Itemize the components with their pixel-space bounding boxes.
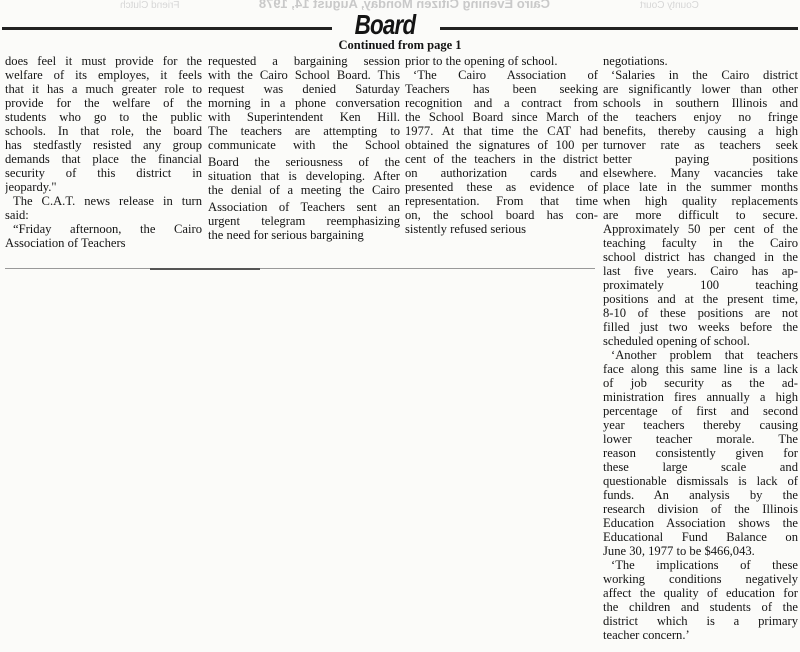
- article-line: when high quality replacements: [603, 194, 798, 208]
- article-line: are more difficult to secure.: [603, 208, 798, 222]
- article-line: the teachers enjoy no fringe: [603, 110, 798, 124]
- article-line: ‘The implications of these: [611, 558, 798, 572]
- article-line: The teachers are attempting to: [208, 124, 400, 138]
- article-column-1: [5, 54, 202, 250]
- article-line: schools in southern Illinois and: [603, 96, 798, 110]
- article-column-2: [208, 54, 400, 242]
- article-line: teacher concern.’: [603, 628, 690, 642]
- article-line: face along this same line is a lack: [603, 362, 798, 376]
- article-line: Teachers has been seeking: [405, 82, 598, 96]
- article-line: Board the seriousness of the: [208, 155, 400, 169]
- headline: Board: [354, 9, 416, 40]
- article-line: with Superintendent Ken Hill.: [208, 110, 400, 124]
- article-line: schools. In that role, the board: [5, 124, 202, 138]
- headline-rule-left: [2, 27, 332, 30]
- article-line: with the Cairo School Board. This: [208, 68, 400, 82]
- article-line: The C.A.T. news release in turn: [13, 194, 202, 208]
- article-line: the denial of a meeting the Cairo: [208, 183, 400, 197]
- article-line: research division of the Illinois: [603, 502, 798, 516]
- article-line: request was denied Saturday: [208, 82, 400, 96]
- article-line: elsewhere. Many vacancies take: [603, 166, 798, 180]
- article-line: the need for serious bargaining: [208, 228, 364, 242]
- article-line: the School Board since March of: [405, 110, 598, 124]
- article-line: turnover rate as teachers seek: [603, 138, 798, 152]
- article-line: demands that place the financial: [5, 152, 202, 166]
- headline-rule-right: [440, 27, 798, 30]
- article-line: ministration fires annually a high: [603, 390, 798, 404]
- article-line: jeopardy.": [5, 180, 57, 194]
- article-line: welfare of its employes, it feels: [5, 68, 202, 82]
- article-line: Approximately 50 per cent of the: [603, 222, 798, 236]
- article-line: district which is a primary: [603, 614, 798, 628]
- article-line: place late in the summer months: [603, 180, 798, 194]
- article-line: ‘Another problem that teachers: [611, 348, 798, 362]
- article-line: benefits, thereby causing a high: [603, 124, 798, 138]
- article-line: morning in a phone conversation: [208, 96, 400, 110]
- article-line: negotiations.: [603, 54, 668, 68]
- article-line: Educational Fund Balance on: [603, 530, 798, 544]
- article-line: teaching faculty in the Cairo: [603, 236, 798, 250]
- article-line: 1977. At that time the CAT had: [405, 124, 598, 138]
- article-column-4: [603, 54, 798, 642]
- bleed-through-left: Friend Clutch: [120, 0, 180, 11]
- article-line: Association of Teachers sent an: [208, 200, 400, 214]
- article-line: reason consistently given for: [603, 446, 798, 460]
- article-line: urgent telegram reemphasizing: [208, 214, 400, 228]
- bleed-through-right: County Court: [640, 0, 699, 11]
- article-line: funds. An analysis by the: [603, 488, 798, 502]
- article-line: obtained the signatures of 100 per: [405, 138, 598, 152]
- column-divider-dark: [150, 268, 260, 270]
- article-line: does feel it must provide for the: [5, 54, 202, 68]
- article-line: students who go to the public: [5, 110, 202, 124]
- article-line: filled just two weeks before the: [603, 320, 798, 334]
- article-line: situation that is developing. After: [208, 169, 400, 183]
- column-divider: [5, 268, 595, 269]
- article-line: security of this district in: [5, 166, 202, 180]
- article-line: working conditions negatively: [603, 572, 798, 586]
- article-line: positions and at the present time,: [603, 292, 798, 306]
- article-line: year teachers thereby causing: [603, 418, 798, 432]
- article-line: provide for the welfare of the: [5, 96, 202, 110]
- article-line: recognition and a contract from: [405, 96, 598, 110]
- article-line: better paying positions: [603, 152, 798, 166]
- article-line: affect the quality of education for: [603, 586, 798, 600]
- article-line: said:: [5, 208, 29, 222]
- article-line: prior to the opening of school.: [405, 54, 558, 68]
- article-line: sistently refused serious: [405, 222, 527, 236]
- article-line: proximately 100 teaching: [603, 278, 798, 292]
- article-line: questionable dismissals is lack of: [603, 474, 798, 488]
- article-line: lower teacher morale. The: [603, 432, 798, 446]
- article-line: Education Association shows the: [603, 516, 798, 530]
- article-line: ‘The Cairo Association of: [413, 68, 598, 82]
- continued-line: Continued from page 1: [338, 38, 462, 52]
- article-line: of job security as the ad-: [603, 376, 798, 390]
- article-line: “Friday afternoon, the Cairo: [13, 222, 202, 236]
- article-line: that it has a much greater role to: [5, 82, 202, 96]
- article-line: the children and students of the: [603, 600, 798, 614]
- article-line: percentage of first and second: [603, 404, 798, 418]
- article-line: requested a bargaining session: [208, 54, 400, 68]
- article-line: presented these as evidence of: [405, 180, 598, 194]
- article-line: has stedfastly resisted any group: [5, 138, 202, 152]
- article-line: 8-10 of these positions are not: [603, 306, 798, 320]
- article-line: representation. From that time: [405, 194, 598, 208]
- article-line: last five years. Cairo has ap-: [603, 264, 798, 278]
- article-line: on authorization cards and: [405, 166, 598, 180]
- article-line: school district has changed in the: [603, 250, 798, 264]
- article-line: ‘Salaries in the Cairo district: [611, 68, 798, 82]
- article-line: these large scale and: [603, 460, 798, 474]
- article-line: on, the school board has con-: [405, 208, 598, 222]
- article-line: communicate with the School: [208, 138, 400, 152]
- article-line: scheduled opening of school.: [603, 334, 750, 348]
- masthead-bleed-through: Cairo Evening Citizen Monday, August 14, 1978: [258, 0, 550, 11]
- article-line: June 30, 1977 to be $466,043.: [603, 544, 755, 558]
- article-line: are significantly lower than other: [603, 82, 798, 96]
- article-line: cent of the teachers in the district: [405, 152, 598, 166]
- article-line: Association of Teachers: [5, 236, 126, 250]
- article-column-3: [405, 54, 598, 236]
